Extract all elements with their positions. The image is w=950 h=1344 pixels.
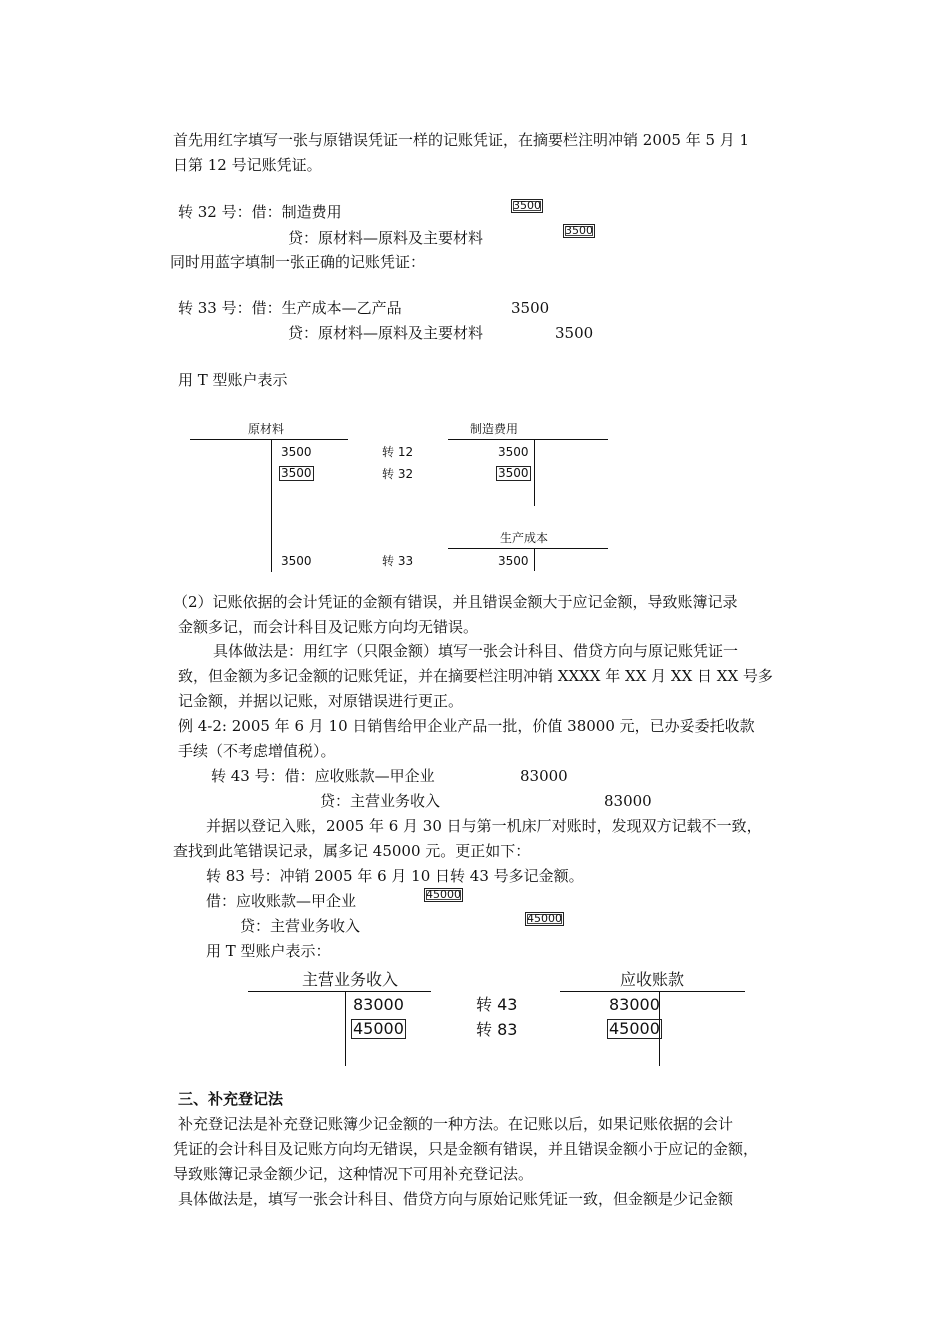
voucher-33-debit-amount: 3500: [511, 299, 550, 317]
section-heading: 三、补充登记法: [178, 1090, 284, 1108]
t-account-entry: 3500: [498, 445, 529, 459]
t-account-divider: [534, 549, 535, 571]
paragraph-line: 凭证的会计科目及记账方向均无错误，只是金额有错误，并且错误金额小于应记的金额，: [173, 1140, 759, 1158]
voucher-83-credit: 贷：主营业务收入: [240, 917, 361, 935]
paragraph-line: 并据以登记入账，2005 年 6 月 30 日与第一机床厂对账时，发现双方记载不一致，: [206, 817, 762, 835]
voucher-ref: 转 12: [382, 445, 414, 459]
t-account-entry: 3500: [281, 445, 312, 459]
voucher-ref: 转 33: [382, 554, 414, 568]
t-account-entry: 3500: [498, 554, 529, 568]
t-account-divider: [534, 440, 535, 506]
t-account-entry: 83000: [353, 995, 404, 1014]
voucher-ref: 转 43: [476, 995, 518, 1014]
paragraph-line: 导致账簿记录金额少记，这种情况下可用补充登记法。: [173, 1165, 534, 1183]
example-line: 例 4-2: 2005 年 6 月 10 日销售给甲企业产品一批，价值 38000 元，已办妥委托收款: [178, 717, 755, 735]
paragraph-line: 补充登记法是补充登记账簿少记金额的一种方法。在记账以后，如果记账依据的会计: [178, 1115, 734, 1133]
voucher-ref: 转 83: [476, 1020, 518, 1039]
paragraph-line: 致，但金额为多记金额的记账凭证，并在摘要栏注明冲销 XXXX 年 XX 月 XX 日 XX 号多: [178, 667, 773, 685]
t-account-divider: [271, 440, 272, 572]
voucher-32-credit-amount-red: 3500: [565, 224, 593, 237]
t-account-top-line: [448, 439, 608, 440]
example-line: 手续（不考虑增值税）。: [178, 742, 336, 760]
voucher-83-credit-amount-red: 45000: [527, 912, 562, 925]
paragraph-line: 具体做法是：用红字（只限金额）填写一张会计科目、借贷方向与原记账凭证一: [213, 642, 739, 660]
t-account-entry-red: 45000: [609, 1019, 660, 1038]
paragraph-line: 查找到此笔错误记录，属多记 45000 元。更正如下：: [173, 842, 531, 860]
voucher-33-debit: 转 33 号：借：生产成本—乙产品: [178, 299, 402, 317]
t-account-entry-red: 3500: [281, 466, 312, 480]
voucher-32-debit-amount-red: 3500: [513, 199, 541, 212]
t-account-divider: [345, 992, 346, 1066]
voucher-32-debit: 转 32 号：借：制造费用: [178, 203, 342, 221]
paragraph-line: 记金额，并据以记账，对原错误进行更正。: [178, 692, 464, 710]
t-account-entry-red: 45000: [353, 1019, 404, 1038]
t-account-intro: 用 T 型账户表示: [178, 371, 288, 389]
paragraph-line: 具体做法是，填写一张会计科目、借贷方向与原始记账凭证一致，但金额是少记金额: [178, 1190, 734, 1208]
paragraph-line: 同时用蓝字填制一张正确的记账凭证：: [170, 253, 426, 271]
voucher-43-credit: 贷：主营业务收入: [320, 792, 441, 810]
voucher-43-debit-amount: 83000: [520, 767, 568, 785]
voucher-ref: 转 32: [382, 467, 414, 481]
t-account-top-line: [190, 439, 348, 440]
t-account-entry: 83000: [609, 995, 660, 1014]
t-account-entry-red: 3500: [498, 466, 529, 480]
voucher-33-credit-amount: 3500: [555, 324, 594, 342]
voucher-32-credit: 贷：原材料—原料及主要材料: [288, 229, 484, 247]
voucher-83-debit: 借：应收账款—甲企业: [206, 892, 357, 910]
voucher-43-debit: 转 43 号：借：应收账款—甲企业: [211, 767, 435, 785]
voucher-83-debit-amount-red: 45000: [426, 888, 461, 901]
t-account-title-main-revenue: 主营业务收入: [302, 970, 399, 989]
t-account-title-production-cost: 生产成本: [500, 531, 549, 545]
t-account-title-accounts-receivable: 应收账款: [620, 970, 685, 989]
voucher-33-credit: 贷：原材料—原料及主要材料: [288, 324, 484, 342]
paragraph-line: （2）记账依据的会计凭证的金额有错误，并且错误金额大于应记金额，导致账簿记录: [173, 593, 738, 611]
paragraph-line: 日第 12 号记账凭证。: [173, 156, 322, 174]
t-account-intro: 用 T 型账户表示：: [206, 942, 331, 960]
t-account-top-line: [448, 548, 608, 549]
voucher-83-title: 转 83 号：冲销 2005 年 6 月 10 日转 43 号多记金额。: [206, 867, 584, 885]
t-account-entry: 3500: [281, 554, 312, 568]
t-account-title-manufacturing-overhead: 制造费用: [470, 422, 519, 436]
t-account-top-line: [560, 991, 745, 992]
paragraph-line: 金额多记，而会计科目及记账方向均无错误。: [178, 618, 479, 636]
t-account-top-line: [248, 991, 431, 992]
t-account-title-raw-materials: 原材料: [248, 422, 285, 436]
voucher-43-credit-amount: 83000: [604, 792, 652, 810]
paragraph-line: 首先用红字填写一张与原错误凭证一样的记账凭证，在摘要栏注明冲销 2005 年 5 月 1: [173, 131, 750, 149]
